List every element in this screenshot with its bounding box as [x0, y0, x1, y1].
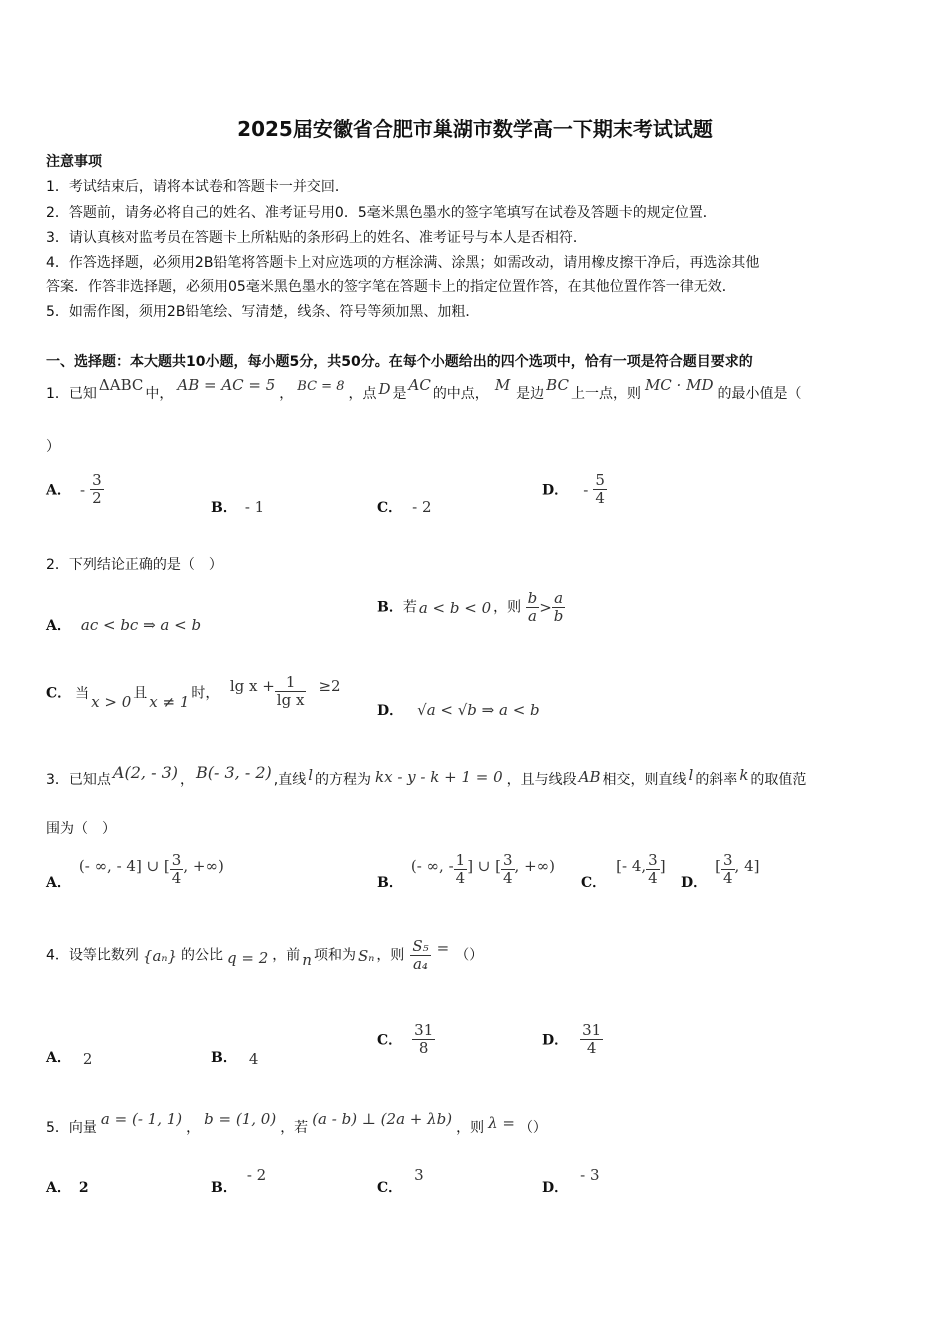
- q1-option-a[interactable]: A． - $\frac{3}{2}$: [46, 471, 102, 507]
- q5-option-b[interactable]: B．- 2: [211, 1166, 267, 1196]
- notice-item: 1．考试结束后，请将本试卷和答题卡一并交回．: [46, 179, 349, 195]
- q4-option-d[interactable]: D． $\frac{31}{4}$: [542, 1021, 602, 1057]
- q2-option-d[interactable]: D． √a < √b ⇒ a < b: [377, 701, 540, 719]
- question-1-stem: 1．已知 ΔABC 中， AB = AC = 5 ， BC = 8 ，点 D 是 AC 的中点， M 是边 BC 上一点，则 MC · MD 的最小值是（: [46, 376, 802, 402]
- q1-option-b[interactable]: B． - 1: [211, 498, 265, 516]
- q4-option-b[interactable]: B． 4: [211, 1050, 259, 1068]
- question-3-stem: 3．已知点 A(2, - 3) ， B(- 3, - 2) ,直线 l 的方程为 kx - y - k + 1 = 0 ，且与线段 AB 相交，则直线 l 的斜率 k 的取值范: [46, 763, 807, 788]
- q3-option-a[interactable]: A．(- ∞, - 4] ∪ [ $\frac{3}{4}$ , +∞): [46, 851, 224, 891]
- q1-option-c[interactable]: C． - 2: [377, 498, 432, 516]
- q3-option-b[interactable]: B．(- ∞, - $\frac{1}{4}$ ] ∪ [ $\frac{3}{4}$ , +∞): [377, 851, 555, 891]
- q2-option-b[interactable]: B．若 a < b < 0 ，则 $\frac{b}{a}$ > $\frac{a}{b}$: [377, 589, 564, 625]
- q4-option-a[interactable]: A． 2: [46, 1050, 93, 1068]
- question-2-stem: 2．下列结论正确的是（ ）: [46, 557, 223, 573]
- q2-option-c[interactable]: C． 当 x > 0 且 x ≠ 1 时， lg x + $\frac{1}{\text{lg x}}$ ≥2: [46, 673, 341, 711]
- notice-item: 4．作答选择题，必须用2B铅笔将答题卡上对应选项的方框涂满、涂黑；如需改动，请用橡皮擦干净后，再选涂其他: [46, 255, 760, 271]
- page-title: 2025届安徽省合肥市巢湖市数学高一下期末考试试题: [237, 117, 713, 141]
- question-4-stem: 4．设等比数列 {aₙ} 的公比 q = 2 ，前 n 项和为 Sₙ ，则 $\frac{\text{S₅}}{\text{a₄}}$ = （）: [46, 937, 484, 973]
- q3-option-c[interactable]: C．[- 4, $\frac{3}{4}$ ]: [581, 851, 666, 891]
- question-3-stem-cont: 围为（ ）: [46, 821, 116, 837]
- section-heading: 一、选择题：本大题共10小题，每小题5分，共50分。在每个小题给出的四个选项中，恰有一项是符合题目要求的: [46, 354, 753, 370]
- q5-option-d[interactable]: D．- 3: [542, 1166, 600, 1196]
- question-5-stem: 5．向量 a = (- 1, 1) ， b = (1, 0) ，若 (a - b) ⊥ (2a + λb) ，则 λ = （）: [46, 1110, 547, 1136]
- notice-item: 2．答题前，请务必将自己的姓名、准考证号用0．5毫米黑色墨水的签字笔填写在试卷及答题卡的规定位置．: [46, 205, 717, 221]
- notice-heading: 注意事项: [46, 154, 102, 170]
- q1-option-d[interactable]: D． - $\frac{5}{4}$: [542, 471, 605, 507]
- q4-option-c[interactable]: C． $\frac{31}{8}$: [377, 1021, 434, 1057]
- q5-option-a[interactable]: A． 2: [46, 1180, 89, 1196]
- q2-option-a[interactable]: A． ac < bc ⇒ a < b: [46, 616, 202, 634]
- question-1-close: ）: [46, 439, 60, 455]
- q3-option-d[interactable]: D．[ $\frac{3}{4}$ , 4]: [681, 851, 760, 891]
- notice-item: 3．请认真核对监考员在答题卡上所粘贴的条形码上的姓名、准考证号与本人是否相符．: [46, 230, 587, 246]
- notice-item: 5．如需作图，须用2B铅笔绘、写清楚，线条、符号等须加黑、加粗．: [46, 304, 480, 320]
- q5-option-c[interactable]: C．3: [377, 1166, 424, 1196]
- notice-item: 答案．作答非选择题，必须用05毫米黑色墨水的签字笔在答题卡上的指定位置作答，在其他位置作答一律无效．: [46, 279, 736, 295]
